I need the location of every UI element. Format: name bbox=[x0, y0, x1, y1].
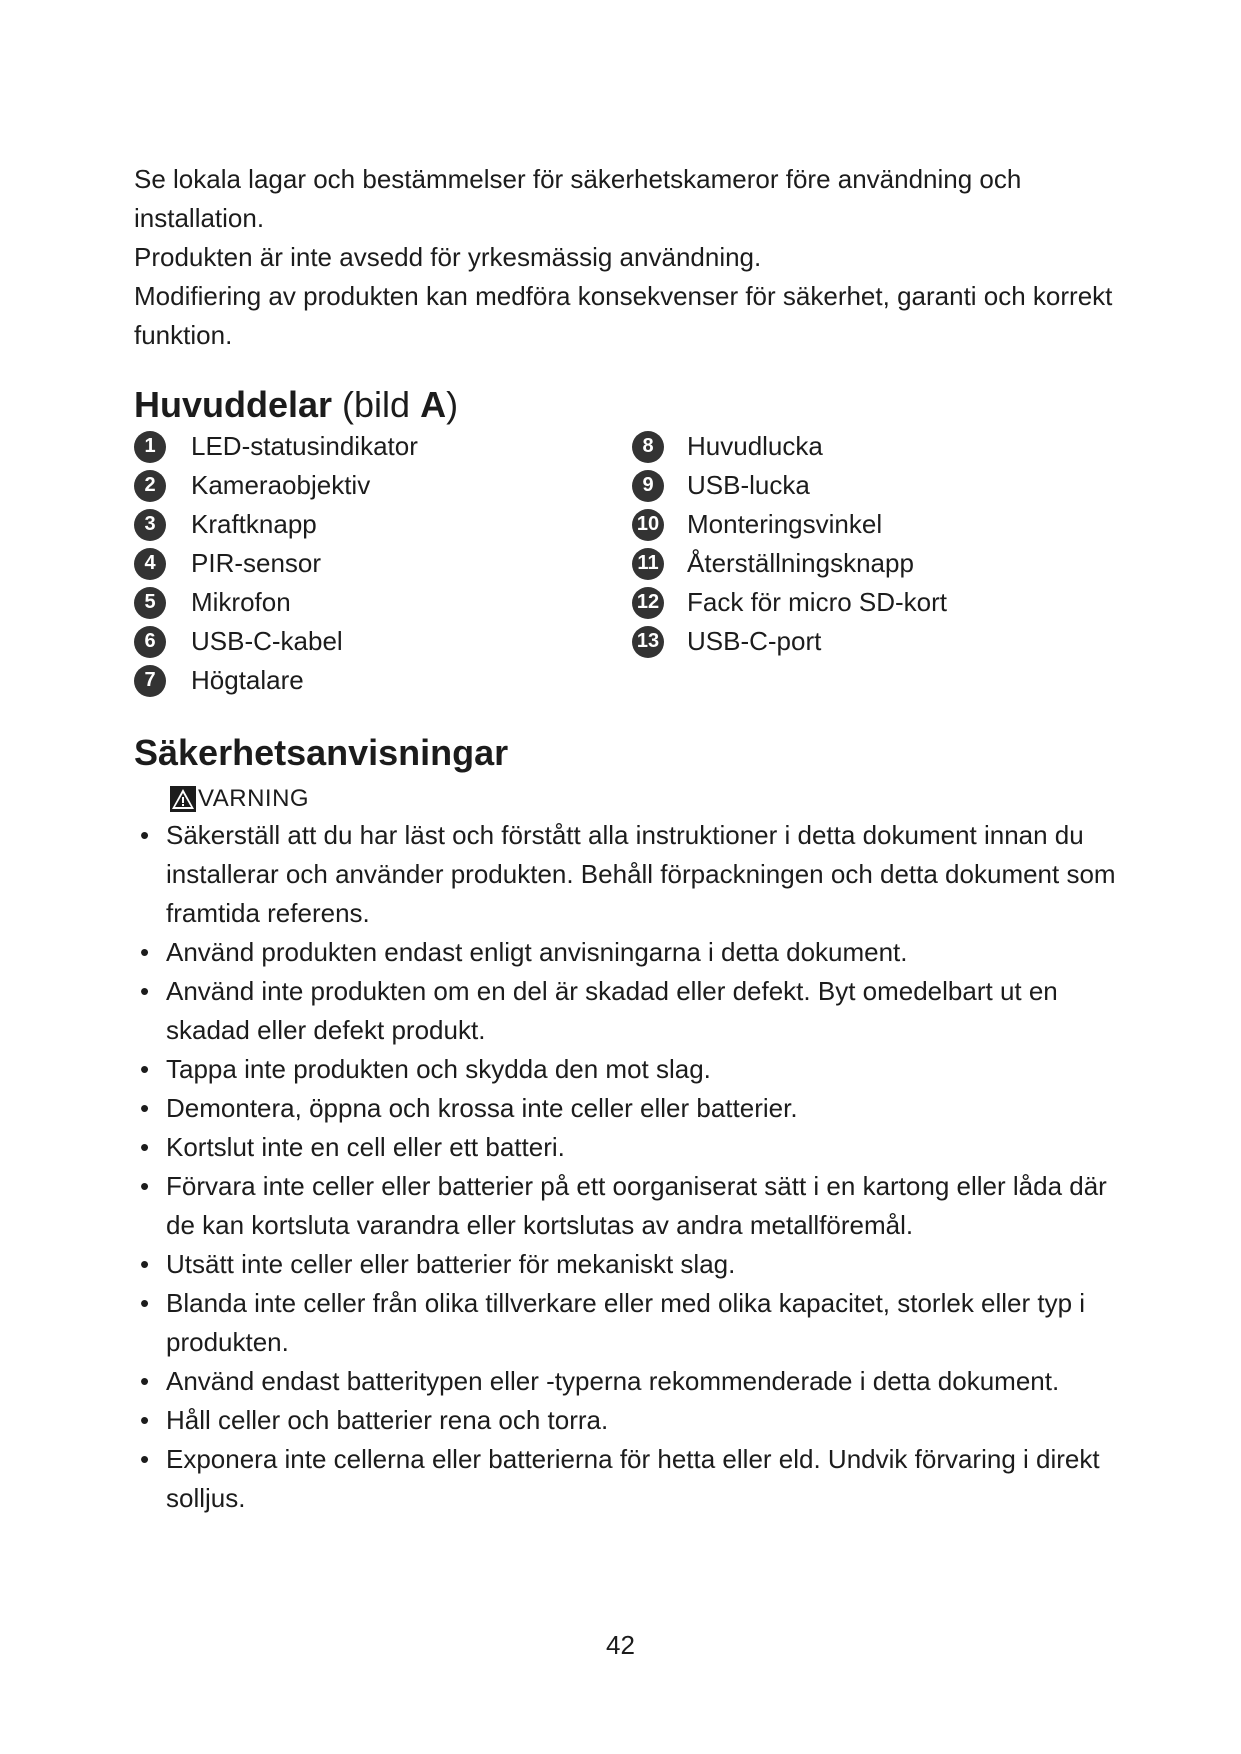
list-item bbox=[134, 1440, 1134, 1518]
part-label: Huvudlucka bbox=[687, 431, 823, 461]
list-item-text: Exponera inte cellerna eller batterierna för hetta eller eld. Undvik förvaring i direkt solljus. bbox=[166, 1444, 1100, 1513]
part-label: Högtalare bbox=[191, 665, 304, 695]
part-item bbox=[134, 466, 418, 505]
bullet-marker: • bbox=[140, 1288, 150, 1318]
part-label: Mikrofon bbox=[191, 587, 291, 617]
bullet-marker: • bbox=[140, 1405, 150, 1435]
list-item-text: Utsätt inte celler eller batterier för mekaniskt slag. bbox=[166, 1249, 736, 1279]
warning-text: VARNING bbox=[198, 785, 310, 812]
bullet-marker: • bbox=[140, 1444, 150, 1474]
part-item bbox=[632, 583, 947, 622]
part-number-badge: 1 bbox=[134, 431, 166, 463]
main-parts-heading-open: (bild bbox=[332, 384, 421, 425]
part-item bbox=[632, 466, 947, 505]
list-item-text: Håll celler och batterier rena och torra. bbox=[166, 1405, 609, 1435]
part-label: Återställningsknapp bbox=[687, 548, 914, 578]
bullet-marker: • bbox=[140, 1093, 150, 1123]
part-item bbox=[632, 544, 947, 583]
safety-instruction-list bbox=[134, 816, 1134, 1518]
list-item-text: Kortslut inte en cell eller ett batteri. bbox=[166, 1132, 565, 1162]
main-parts-heading bbox=[134, 383, 458, 427]
bullet-marker: • bbox=[140, 976, 150, 1006]
part-number-badge: 6 bbox=[134, 626, 166, 658]
list-item bbox=[134, 1401, 1134, 1440]
main-parts-heading-close: ) bbox=[446, 384, 459, 425]
bullet-marker: • bbox=[140, 820, 150, 850]
list-item-text: Förvara inte celler eller batterier på ett oorganiserat sätt i en kartong eller låda där de kan kortsluta varandra eller kortslutas av andra metallföremål. bbox=[166, 1171, 1107, 1240]
part-number-badge: 4 bbox=[134, 548, 166, 580]
list-item bbox=[134, 1362, 1134, 1401]
warning-label bbox=[178, 783, 309, 815]
part-item bbox=[134, 661, 418, 700]
part-label: PIR-sensor bbox=[191, 548, 322, 578]
list-item bbox=[134, 1089, 1134, 1128]
list-item bbox=[134, 816, 1134, 933]
intro-paragraph: Modifiering av produkten kan medföra konsekvenser för säkerhet, garanti och korrekt funktion. bbox=[134, 281, 1113, 350]
part-number-badge: 8 bbox=[632, 431, 664, 463]
part-number-badge: 9 bbox=[632, 470, 664, 502]
part-item bbox=[632, 427, 947, 466]
part-number-badge: 7 bbox=[134, 665, 166, 697]
warning-triangle-icon bbox=[170, 786, 196, 812]
list-item bbox=[134, 1128, 1134, 1167]
list-item-text: Demontera, öppna och krossa inte celler eller batterier. bbox=[166, 1093, 798, 1123]
part-label: USB-C-port bbox=[687, 626, 822, 656]
list-item-text: Säkerställ att du har läst och förstått alla instruktioner i detta dokument innan du installerar och använder produkten. Behåll förpackningen och detta dokument som framtida referens. bbox=[166, 820, 1116, 928]
list-item bbox=[134, 972, 1134, 1050]
parts-list-right bbox=[632, 427, 947, 661]
main-parts-figure-ref: A bbox=[420, 384, 447, 425]
list-item-text: Blanda inte celler från olika tillverkare eller med olika kapacitet, storlek eller typ i produkten. bbox=[166, 1288, 1086, 1357]
part-item bbox=[632, 505, 947, 544]
part-label: USB-C-kabel bbox=[191, 626, 343, 656]
part-number-badge: 3 bbox=[134, 509, 166, 541]
list-item bbox=[134, 933, 1134, 972]
part-item bbox=[632, 622, 947, 661]
part-item bbox=[134, 622, 418, 661]
intro-paragraph: Produkten är inte avsedd för yrkesmässig användning. bbox=[134, 242, 762, 272]
part-label: LED-statusindikator bbox=[191, 431, 418, 461]
part-item bbox=[134, 427, 418, 466]
list-item-text: Använd produkten endast enligt anvisningarna i detta dokument. bbox=[166, 937, 908, 967]
part-item bbox=[134, 544, 418, 583]
list-item-text: Tappa inte produkten och skydda den mot slag. bbox=[166, 1054, 711, 1084]
bullet-marker: • bbox=[140, 1366, 150, 1396]
part-label: USB-lucka bbox=[687, 470, 810, 500]
bullet-marker: • bbox=[140, 1249, 150, 1279]
bullet-marker: • bbox=[140, 1171, 150, 1201]
bullet-marker: • bbox=[140, 937, 150, 967]
list-item-text: Använd endast batteritypen eller -typerna rekommenderade i detta dokument. bbox=[166, 1366, 1060, 1396]
part-label: Kraftknapp bbox=[191, 509, 317, 539]
part-number-badge: 11 bbox=[632, 548, 664, 580]
part-label: Monteringsvinkel bbox=[687, 509, 883, 539]
part-label: Kameraobjektiv bbox=[191, 470, 371, 500]
list-item-text: Använd inte produkten om en del är skadad eller defekt. Byt omedelbart ut en skadad eller defekt produkt. bbox=[166, 976, 1058, 1045]
parts-list-left bbox=[134, 427, 418, 700]
list-item bbox=[134, 1284, 1134, 1362]
intro-paragraph: Se lokala lagar och bestämmelser för säkerhetskameror före användning och installation. bbox=[134, 164, 1022, 233]
intro-section bbox=[134, 160, 1114, 355]
part-number-badge: 12 bbox=[632, 587, 664, 619]
list-item bbox=[134, 1167, 1134, 1245]
main-parts-heading-bold: Huvuddelar bbox=[134, 384, 333, 425]
list-item bbox=[134, 1245, 1134, 1284]
part-number-badge: 10 bbox=[632, 509, 664, 541]
part-label: Fack för micro SD-kort bbox=[687, 587, 948, 617]
part-number-badge: 5 bbox=[134, 587, 166, 619]
part-number-badge: 2 bbox=[134, 470, 166, 502]
page-number: 42 bbox=[606, 1630, 635, 1660]
safety-heading: Säkerhetsanvisningar bbox=[134, 732, 509, 773]
part-item bbox=[134, 583, 418, 622]
bullet-marker: • bbox=[140, 1132, 150, 1162]
list-item bbox=[134, 1050, 1134, 1089]
part-item bbox=[134, 505, 418, 544]
part-number-badge: 13 bbox=[632, 626, 664, 658]
bullet-marker: • bbox=[140, 1054, 150, 1084]
